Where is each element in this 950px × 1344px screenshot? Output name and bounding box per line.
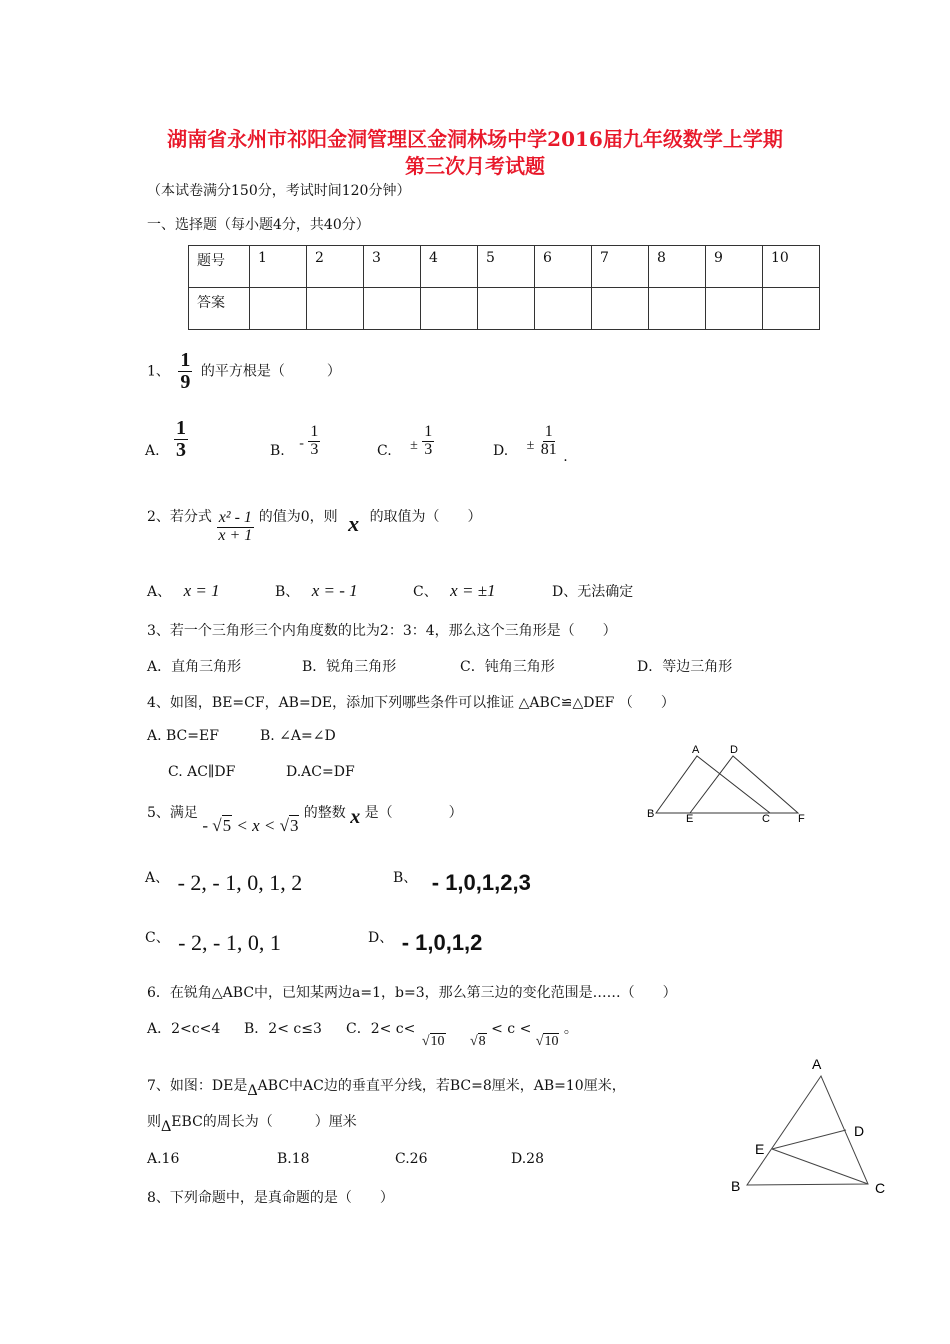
segment-de (772, 1130, 846, 1149)
question-6: 6．在锐角△ABC中，已知某两边a=1，b=3，那么第三边的变化范围是……（ ） (147, 985, 677, 1001)
answer-cell[interactable] (763, 288, 820, 330)
q3-option-d: D．等边三角形 (637, 659, 733, 675)
q7-option-d: D.28 (511, 1151, 544, 1167)
table-number-cell: 2 (307, 246, 364, 288)
q4-triangle-figure (640, 740, 815, 825)
question-5: 5、满足 - √5 < x < √3 的整数 x 是（ ） (147, 805, 463, 835)
answer-cell[interactable] (535, 288, 592, 330)
table-row (189, 246, 820, 288)
answer-cell[interactable] (250, 288, 307, 330)
q5-option-d: D、 - 1,0,1,2 (368, 930, 483, 955)
q4-option-b: B. ∠A=∠D (260, 728, 336, 744)
exam-note: （本试卷满分150分，考试时间120分钟） (147, 183, 411, 199)
triangle-abc (747, 1076, 868, 1185)
table-header-cell: 题号 (189, 246, 250, 288)
question-7-line2: 则ΔEBC的周长为（ ）厘米 (147, 1114, 357, 1135)
table-row (189, 288, 820, 330)
q4-option-c: C. AC∥DF (168, 764, 236, 780)
table-number-cell: 7 (592, 246, 649, 288)
q7-triangle-figure (725, 1050, 895, 1205)
question-text: 的平方根是（ ） (200, 363, 341, 380)
label-d: D (730, 744, 738, 756)
q1-option-b: B. - $\frac{1}{3}$ (270, 422, 319, 459)
table-number-cell: 5 (478, 246, 535, 288)
table-number-cell: 8 (649, 246, 706, 288)
table-header-cell: 答案 (189, 288, 250, 330)
q6-option-b: B．2< c≤3 (244, 1021, 322, 1037)
q2-options: A、 x = 1 (147, 581, 220, 600)
table-number-cell: 9 (706, 246, 763, 288)
q6-option-c: C．2< c< √10 √8 < c < √10 。 (346, 1021, 578, 1049)
question-number: 1、 (147, 363, 170, 380)
q4-option-d: D.AC=DF (286, 764, 355, 780)
label-f: F (798, 813, 805, 825)
label-d: D (854, 1123, 865, 1139)
answer-cell[interactable] (478, 288, 535, 330)
q2-option-d: D、无法确定 (552, 584, 634, 600)
label-a: A (812, 1056, 822, 1072)
q5-option-c: C、 - 2, - 1, 0, 1 (145, 930, 281, 955)
table-number-cell: 6 (535, 246, 592, 288)
triangle-abc (656, 756, 770, 813)
table-number-cell: 4 (421, 246, 478, 288)
q2-option-c: C、 x = ±1 (413, 581, 496, 600)
q1-option-c: C. ± $\frac{1}{3}$ (377, 422, 433, 459)
q5-option-a: A、 - 2, - 1, 0, 1, 2 (145, 870, 303, 895)
table-number-cell: 1 (250, 246, 307, 288)
question-3: 3、若一个三角形三个内角度数的比为2：3：4，那么这个三角形是（ ） (147, 623, 617, 639)
section-heading: 一、选择题（每小题4分，共40分） (147, 217, 370, 233)
question-2: 2、若分式 $\frac{\text{x² - 1}}{x + 1}$ 的值为0，则 x 的取值为（ ） (147, 509, 482, 544)
q7-option-b: B.18 (277, 1151, 310, 1167)
label-e: E (686, 813, 694, 825)
q1-option-d: D. ± $\frac{1}{81}$ . (493, 422, 568, 465)
doc-title-line2: 第三次月考试题 (405, 154, 545, 178)
doc-title-line1: 湖南省永州市祁阳金洞管理区金洞林场中学2016届九年级数学上学期 (167, 127, 783, 151)
label-b: B (731, 1178, 741, 1194)
answer-cell[interactable] (706, 288, 763, 330)
q6-option-a: A．2<c<4 (147, 1021, 221, 1037)
triangle-def (690, 756, 798, 813)
answer-cell[interactable] (307, 288, 364, 330)
q4-option-a: A. BC=EF (147, 728, 219, 744)
q7-option-c: C.26 (395, 1151, 428, 1167)
q7-option-a: A.16 (147, 1151, 180, 1167)
table-number-cell: 3 (364, 246, 421, 288)
question-8: 8、下列命题中，是真命题的是（ ） (147, 1190, 394, 1206)
q3-option-c: C．钝角三角形 (460, 659, 555, 675)
q3-option-a: A．直角三角形 (147, 659, 242, 675)
label-a: A (692, 744, 700, 756)
label-e: E (755, 1141, 765, 1157)
answer-cell[interactable] (649, 288, 706, 330)
label-c: C (762, 813, 770, 825)
answer-cell[interactable] (364, 288, 421, 330)
answer-cell[interactable] (421, 288, 478, 330)
inequality-expression: - √5 < x < √3 (202, 816, 299, 835)
label-c: C (875, 1180, 886, 1196)
table-number-cell: 10 (763, 246, 820, 288)
question-4: 4、如图，BE=CF，AB=DE，添加下列哪些条件可以推证 △ABC≌△DEF （ ） (147, 695, 675, 711)
q3-option-b: B．锐角三角形 (302, 659, 397, 675)
fraction-expression: $\frac{\text{x² - 1}}{x + 1}$ (218, 509, 253, 544)
q2-option-b: B、 x = - 1 (275, 581, 358, 600)
label-b: B (647, 808, 655, 820)
question-7-line1: 7、如图：DE是ΔABC中AC边的垂直平分线，若BC=8厘米，AB=10厘米， (147, 1078, 626, 1099)
q1-option-a: A. $\frac{1}{3}$ (145, 416, 187, 461)
segment-ec (772, 1149, 868, 1184)
answer-table (188, 245, 820, 330)
q5-option-b: B、 - 1,0,1,2,3 (393, 870, 531, 895)
answer-cell[interactable] (592, 288, 649, 330)
question-1 (147, 350, 341, 393)
fraction-one-ninth: $\frac{1}{9}$ (180, 349, 191, 393)
